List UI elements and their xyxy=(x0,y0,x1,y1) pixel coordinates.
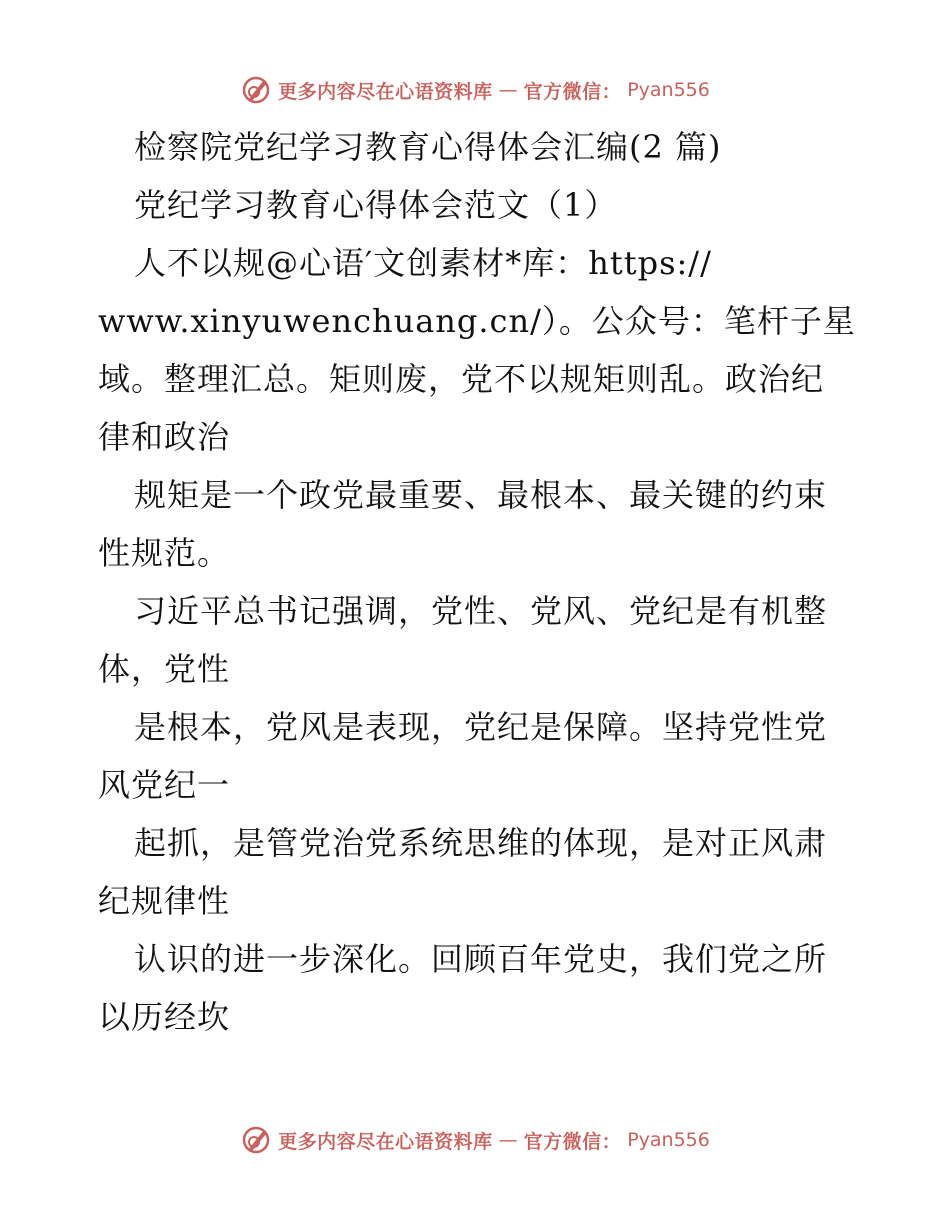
watermark-wechat-id: Pyan556 xyxy=(627,79,710,101)
watermark-dash: — xyxy=(498,79,518,101)
paragraph-line: 风党纪一 xyxy=(98,766,231,804)
watermark-dash: — xyxy=(498,1129,518,1151)
paragraph-line: 认识的进一步深化。回顾百年党史，我们党之所 xyxy=(134,940,828,978)
watermark-main-text: 更多内容尽在心语资料库 xyxy=(278,1130,493,1153)
paragraph-line: 域。整理汇总。矩则废，党不以规矩则乱。政治纪 xyxy=(98,360,825,398)
watermark-wechat-id: Pyan556 xyxy=(627,1129,710,1151)
paragraph-line: 习近平总书记强调，党性、党风、党纪是有机整 xyxy=(134,592,828,630)
paragraph-line: 是根本，党风是表现，党纪是保障。坚持党性党 xyxy=(134,708,828,746)
watermark-official-label: 官方微信： xyxy=(523,1130,622,1153)
paragraph-line: 律和政治 xyxy=(98,418,231,456)
header-watermark xyxy=(0,70,950,110)
section-heading: 党纪学习教育心得体会范文（1） xyxy=(134,186,618,224)
quill-logo-icon xyxy=(240,74,272,106)
watermark-main-text: 更多内容尽在心语资料库 xyxy=(278,80,493,103)
paragraph-line: 人不以规@心语′文创素材*库：https:// xyxy=(134,244,712,282)
paragraph-line: 纪规律性 xyxy=(98,882,231,920)
paragraph-line: 规矩是一个政党最重要、最根本、最关键的约束 xyxy=(134,476,828,514)
paragraph-line: 以历经坎 xyxy=(98,998,231,1036)
watermark-official-label: 官方微信： xyxy=(523,80,622,103)
paragraph-line: www.xinyuwenchuang.cn/）。公众号：笔杆子星 xyxy=(98,302,856,340)
document-title: 检察院党纪学习教育心得体会汇编(2 篇) xyxy=(134,128,722,166)
paragraph-line: 起抓，是管党治党系统思维的体现，是对正风肃 xyxy=(134,824,828,862)
document-body xyxy=(98,118,858,1046)
quill-logo-icon xyxy=(240,1124,272,1156)
paragraph-line: 体，党性 xyxy=(98,650,231,688)
footer-watermark xyxy=(0,1120,950,1160)
paragraph-line: 性规范。 xyxy=(98,534,231,572)
